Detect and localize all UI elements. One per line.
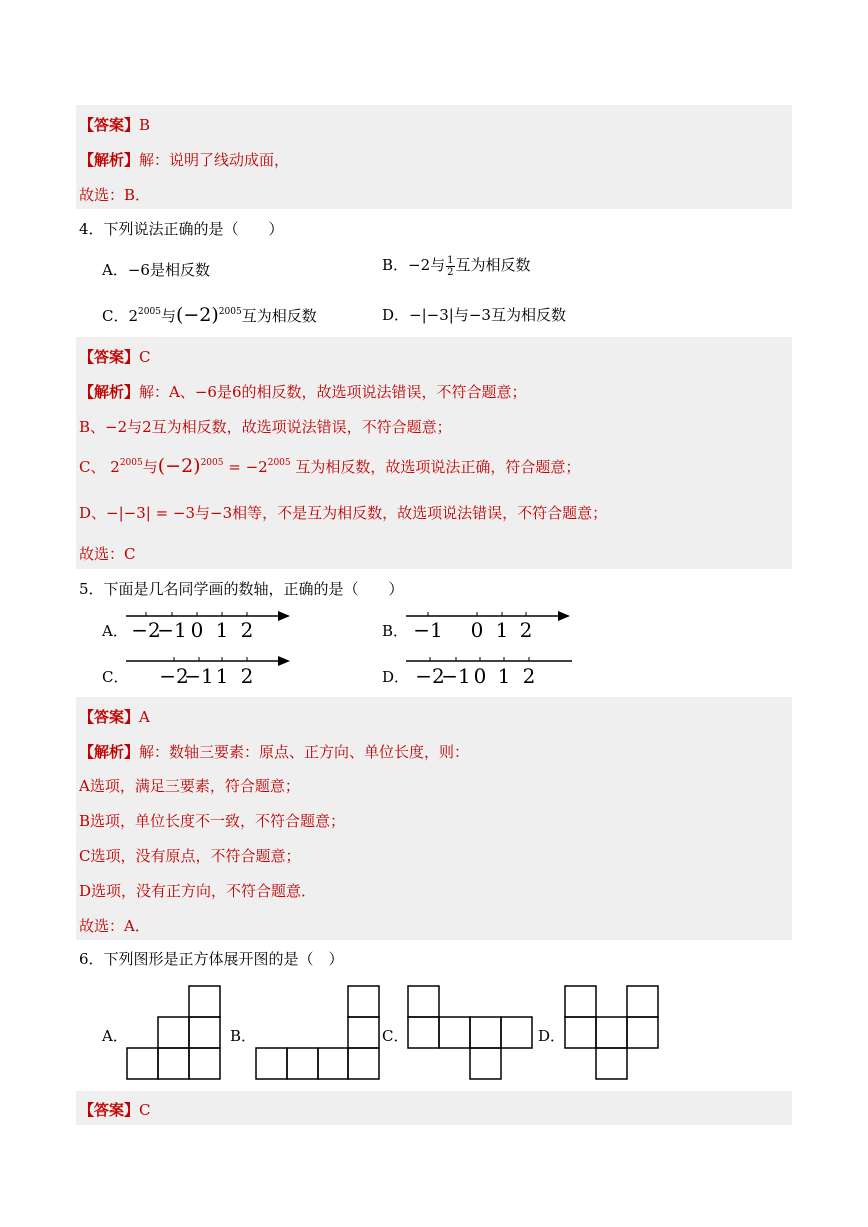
q6-option-d-label: D． — [538, 1027, 566, 1045]
axis-label: 0 — [470, 618, 484, 642]
axis-label: 0 — [473, 664, 487, 688]
q5-axis-a — [124, 604, 294, 644]
q5-analysis-line5: D选项，没有正方向，不符合题意． — [79, 882, 317, 900]
axis-label: −1 — [157, 618, 187, 642]
axis-label: −2 — [131, 618, 161, 642]
option-label: C． — [102, 307, 129, 325]
option-pre: −2与 — [408, 256, 446, 274]
q5-conclusion: 故选：A． — [79, 917, 150, 935]
q4-analysis-line1: 【解析】解：A、−6是6的相反数，故选项说法错误，不符合题意； — [79, 383, 527, 401]
q6-answer-box — [76, 1091, 792, 1125]
axis-label: 2 — [519, 618, 533, 642]
option-text: −6是相反数 — [127, 261, 210, 279]
axis-label: 1 — [495, 618, 509, 642]
axis-label: 2 — [522, 664, 536, 688]
q6-option-c-label: C． — [382, 1027, 409, 1045]
option-post: 互为相反数 — [455, 256, 531, 274]
q4-answer-box — [76, 337, 792, 569]
q6-net-a — [126, 985, 223, 1080]
q5-analysis-line3: B选项，单位长度不一致，不符合题意； — [79, 812, 346, 830]
option-label: B． — [382, 256, 409, 274]
q5-option-d-label: D． — [382, 668, 410, 686]
q5-axis-b — [404, 604, 574, 644]
option-label: A． — [102, 261, 128, 279]
option-label: D． — [382, 306, 410, 324]
q5-analysis-line1: 【解析】解：数轴三要素：原点、正方向、单位长度，则： — [79, 743, 470, 761]
analysis-text: 解：说明了线动成面， — [139, 151, 290, 169]
q3-conclusion: 故选：B． — [79, 186, 151, 204]
q5-axis-d — [404, 651, 576, 691]
axis-label: −1 — [184, 664, 214, 688]
q4-analysis-line2: B、−2与2互为相反数，故选项说法错误，不符合题意； — [79, 418, 452, 436]
q5-option-a-label: A． — [102, 622, 128, 640]
q4-option-d: D．−|−3|与−3互为相反数 — [382, 306, 566, 324]
axis-label: −1 — [441, 664, 471, 688]
axis-label: 1 — [497, 664, 511, 688]
q6-answer: 【答案】C — [79, 1101, 151, 1119]
q3-answer — [79, 114, 150, 135]
q4-option-c: C．$2^{2005}$与$(-2)^{2005}$互为相反数 — [102, 304, 317, 326]
axis-label: −2 — [415, 664, 445, 688]
axis-label: −1 — [413, 618, 443, 642]
q4-answer: 【答案】C — [79, 348, 151, 366]
analysis-label: 【解析】 — [79, 151, 140, 169]
q3-analysis — [79, 149, 289, 170]
q6-option-a-label: A． — [102, 1027, 128, 1045]
q4-stem: 4．下列说法正确的是（ ） — [79, 220, 284, 238]
q4-option-a — [102, 259, 210, 280]
q4-analysis-line3: C、 $2^{2005}$与$(-2)^{2005} = -2^{2005}$ 互为相反数，故选项说法正确，符合题意； — [79, 455, 581, 477]
q5-option-b-label: B． — [382, 622, 409, 640]
q5-axis-c — [124, 651, 294, 691]
q6-option-b-label: B． — [230, 1027, 257, 1045]
q5-analysis-line4: C选项，没有原点，不符合题意； — [79, 847, 301, 865]
q6-net-c — [406, 985, 534, 1080]
q4-conclusion: 故选：C — [79, 545, 136, 563]
q5-answer: 【答案】A — [79, 708, 150, 726]
q5-analysis-line2: A选项，满足三要素，符合题意； — [79, 777, 300, 795]
q6-stem: 6．下列图形是正方体展开图的是（ ） — [79, 950, 344, 968]
axis-label: 2 — [240, 664, 254, 688]
fraction-one-half: $\frac{1}{2}$ — [447, 254, 454, 278]
answer-value: B — [139, 116, 151, 134]
axis-label: 2 — [240, 618, 254, 642]
axis-label: 1 — [215, 618, 229, 642]
q6-net-d — [563, 985, 660, 1080]
q4-analysis-line4: D、−|−3| = −3与−3相等，不是互为相反数，故选项说法错误，不符合题意； — [79, 504, 608, 522]
axis-label: −2 — [159, 664, 189, 688]
q5-option-c-label: C． — [102, 668, 129, 686]
answer-label: 【答案】 — [79, 116, 140, 134]
q6-net-b — [255, 985, 382, 1080]
axis-label: 0 — [190, 618, 204, 642]
axis-label: 1 — [215, 664, 229, 688]
q5-stem: 5．下面是几名同学画的数轴，正确的是（ ） — [79, 580, 404, 598]
q4-option-b — [382, 254, 531, 278]
